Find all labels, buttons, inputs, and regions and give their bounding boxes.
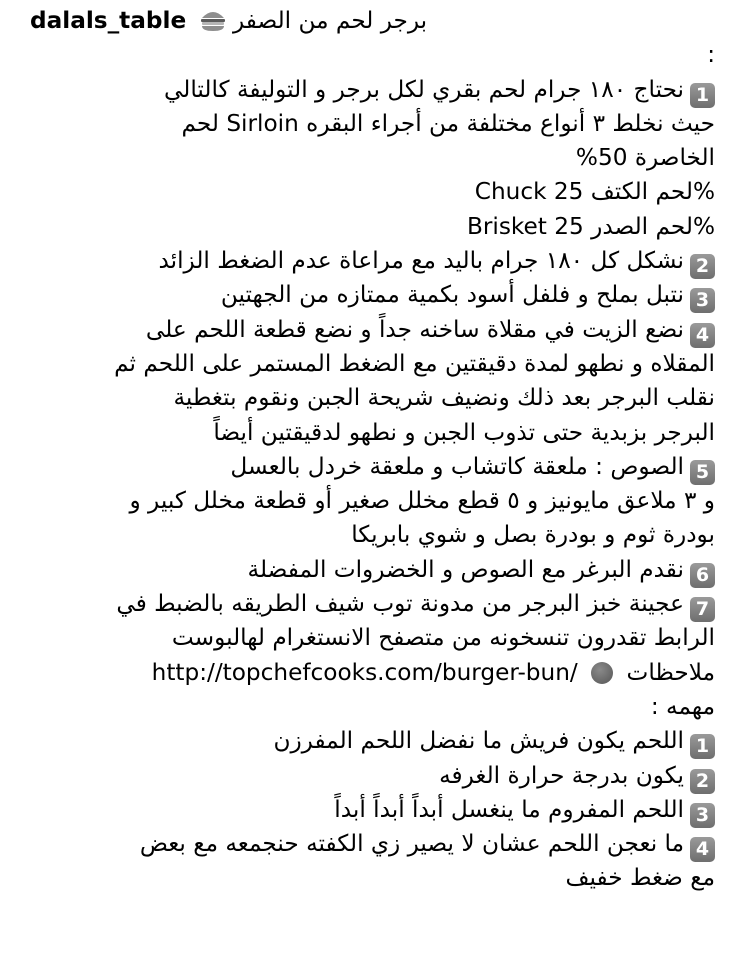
keycap-2-icon: 2	[690, 769, 715, 794]
keycap-3-icon: 3	[690, 803, 715, 828]
step-text: نشكل كل ١٨٠ جرام باليد مع مراعاة عدم الضغط الزائد	[158, 247, 684, 275]
step-text: Brisket لحم الصدر 25%	[466, 212, 715, 240]
note-text: اللحم يكون فريش ما نفضل اللحم المفرزن	[273, 727, 684, 755]
circle-emoji-icon	[591, 662, 613, 684]
step-line	[30, 210, 715, 244]
keycap-1-icon: 1	[690, 734, 715, 759]
step-line	[30, 313, 715, 347]
note-line	[30, 724, 715, 758]
step-line	[30, 484, 715, 518]
recipe-steps	[30, 73, 715, 656]
keycap-2-icon: 2	[690, 254, 715, 279]
notes-list	[30, 724, 715, 895]
keycap-1-icon: 1	[690, 83, 715, 108]
note-line	[30, 793, 715, 827]
step-line	[30, 621, 715, 655]
step-text: الصوص : ملعقة كاتشاب و ملعقة خردل بالعسل	[230, 452, 684, 480]
username-link[interactable]: dalals_table	[30, 7, 187, 34]
step-text: عجينة خبز البرجر من مدونة توب شيف الطريقه بالضبط في	[116, 590, 684, 618]
step-line	[30, 73, 715, 107]
step-line	[30, 107, 715, 141]
step-line	[30, 450, 715, 484]
step-text: بودرة ثوم و بودرة بصل و شوي بابريكا	[351, 521, 715, 549]
step-line	[30, 518, 715, 552]
burger-bun-link[interactable]: http://topchefcooks.com/burger-bun/	[151, 658, 578, 686]
note-text: اللحم المفروم ما ينغسل أبداً أبداً أبداً	[334, 795, 684, 823]
step-text: نقلب البرجر بعد ذلك ونضيف شريحة الجبن ونقوم بتغطية	[173, 384, 715, 412]
note-line	[30, 759, 715, 793]
important-label: مهمه :	[650, 692, 715, 720]
keycap-4-icon: 4	[690, 837, 715, 862]
keycap-7-icon: 7	[690, 597, 715, 622]
note-text: مع ضغط خفيف	[565, 864, 715, 892]
keycap-3-icon: 3	[690, 288, 715, 313]
note-text: ما نعجن اللحم عشان لا يصير زي الكفته حنجمعه مع بعض	[139, 830, 684, 858]
step-line	[30, 587, 715, 621]
step-text: نحتاج ١٨٠ جرام لحم بقري لكل برجر و التوليفة كالتالي	[163, 75, 684, 103]
caption-title-wrap	[194, 7, 428, 34]
step-line	[30, 416, 715, 450]
step-text: البرجر بزبدية حتى تذوب الجبن و نطهو لدقيقتين أيضاً	[213, 418, 715, 446]
note-line	[30, 861, 715, 895]
step-line	[30, 347, 715, 381]
burger-icon	[200, 8, 226, 32]
caption-header	[30, 4, 715, 38]
step-line	[30, 141, 715, 175]
step-line	[30, 175, 715, 209]
keycap-5-icon: 5	[690, 460, 715, 485]
keycap-4-icon: 4	[690, 323, 715, 348]
step-text: و ٣ ملاعق مايونيز و ٥ قطع مخلل صغير أو قطعة مخلل كبير و	[129, 487, 715, 515]
step-text: نتبل بملح و فلفل أسود بكمية ممتازه من الجهتين	[220, 281, 684, 309]
step-text: الرابط تقدرون تنسخونه من متصفح الانستغرام لهالبوست	[171, 624, 715, 652]
caption-title: برجر لحم من الصفر	[232, 7, 428, 34]
note-line	[30, 827, 715, 861]
step-line	[30, 553, 715, 587]
keycap-6-icon: 6	[690, 563, 715, 588]
step-text: نقدم البرغر مع الصوص و الخضروات المفضلة	[247, 555, 684, 583]
step-text: نضع الزيت في مقلاة ساخنه جداً و نضع قطعة اللحم على	[145, 315, 684, 343]
caption-colon: :	[707, 41, 715, 69]
step-text: الخاصرة 50%	[575, 144, 715, 172]
step-line	[30, 381, 715, 415]
step-line	[30, 278, 715, 312]
note-text: يكون بدرجة حرارة الغرفه	[439, 761, 684, 789]
step-text: حيث نخلط ٣ أنواع مختلفة من أجراء البقره Sirloin لحم	[181, 109, 715, 137]
notes-label: ملاحظات	[626, 658, 715, 686]
step-text: Chuck لحم الكتف 25%	[474, 178, 715, 206]
link-line	[30, 656, 715, 690]
step-text: المقلاه و نطهو لمدة دقيقتين مع الضغط المستمر على اللحم ثم	[114, 349, 715, 377]
step-line	[30, 244, 715, 278]
